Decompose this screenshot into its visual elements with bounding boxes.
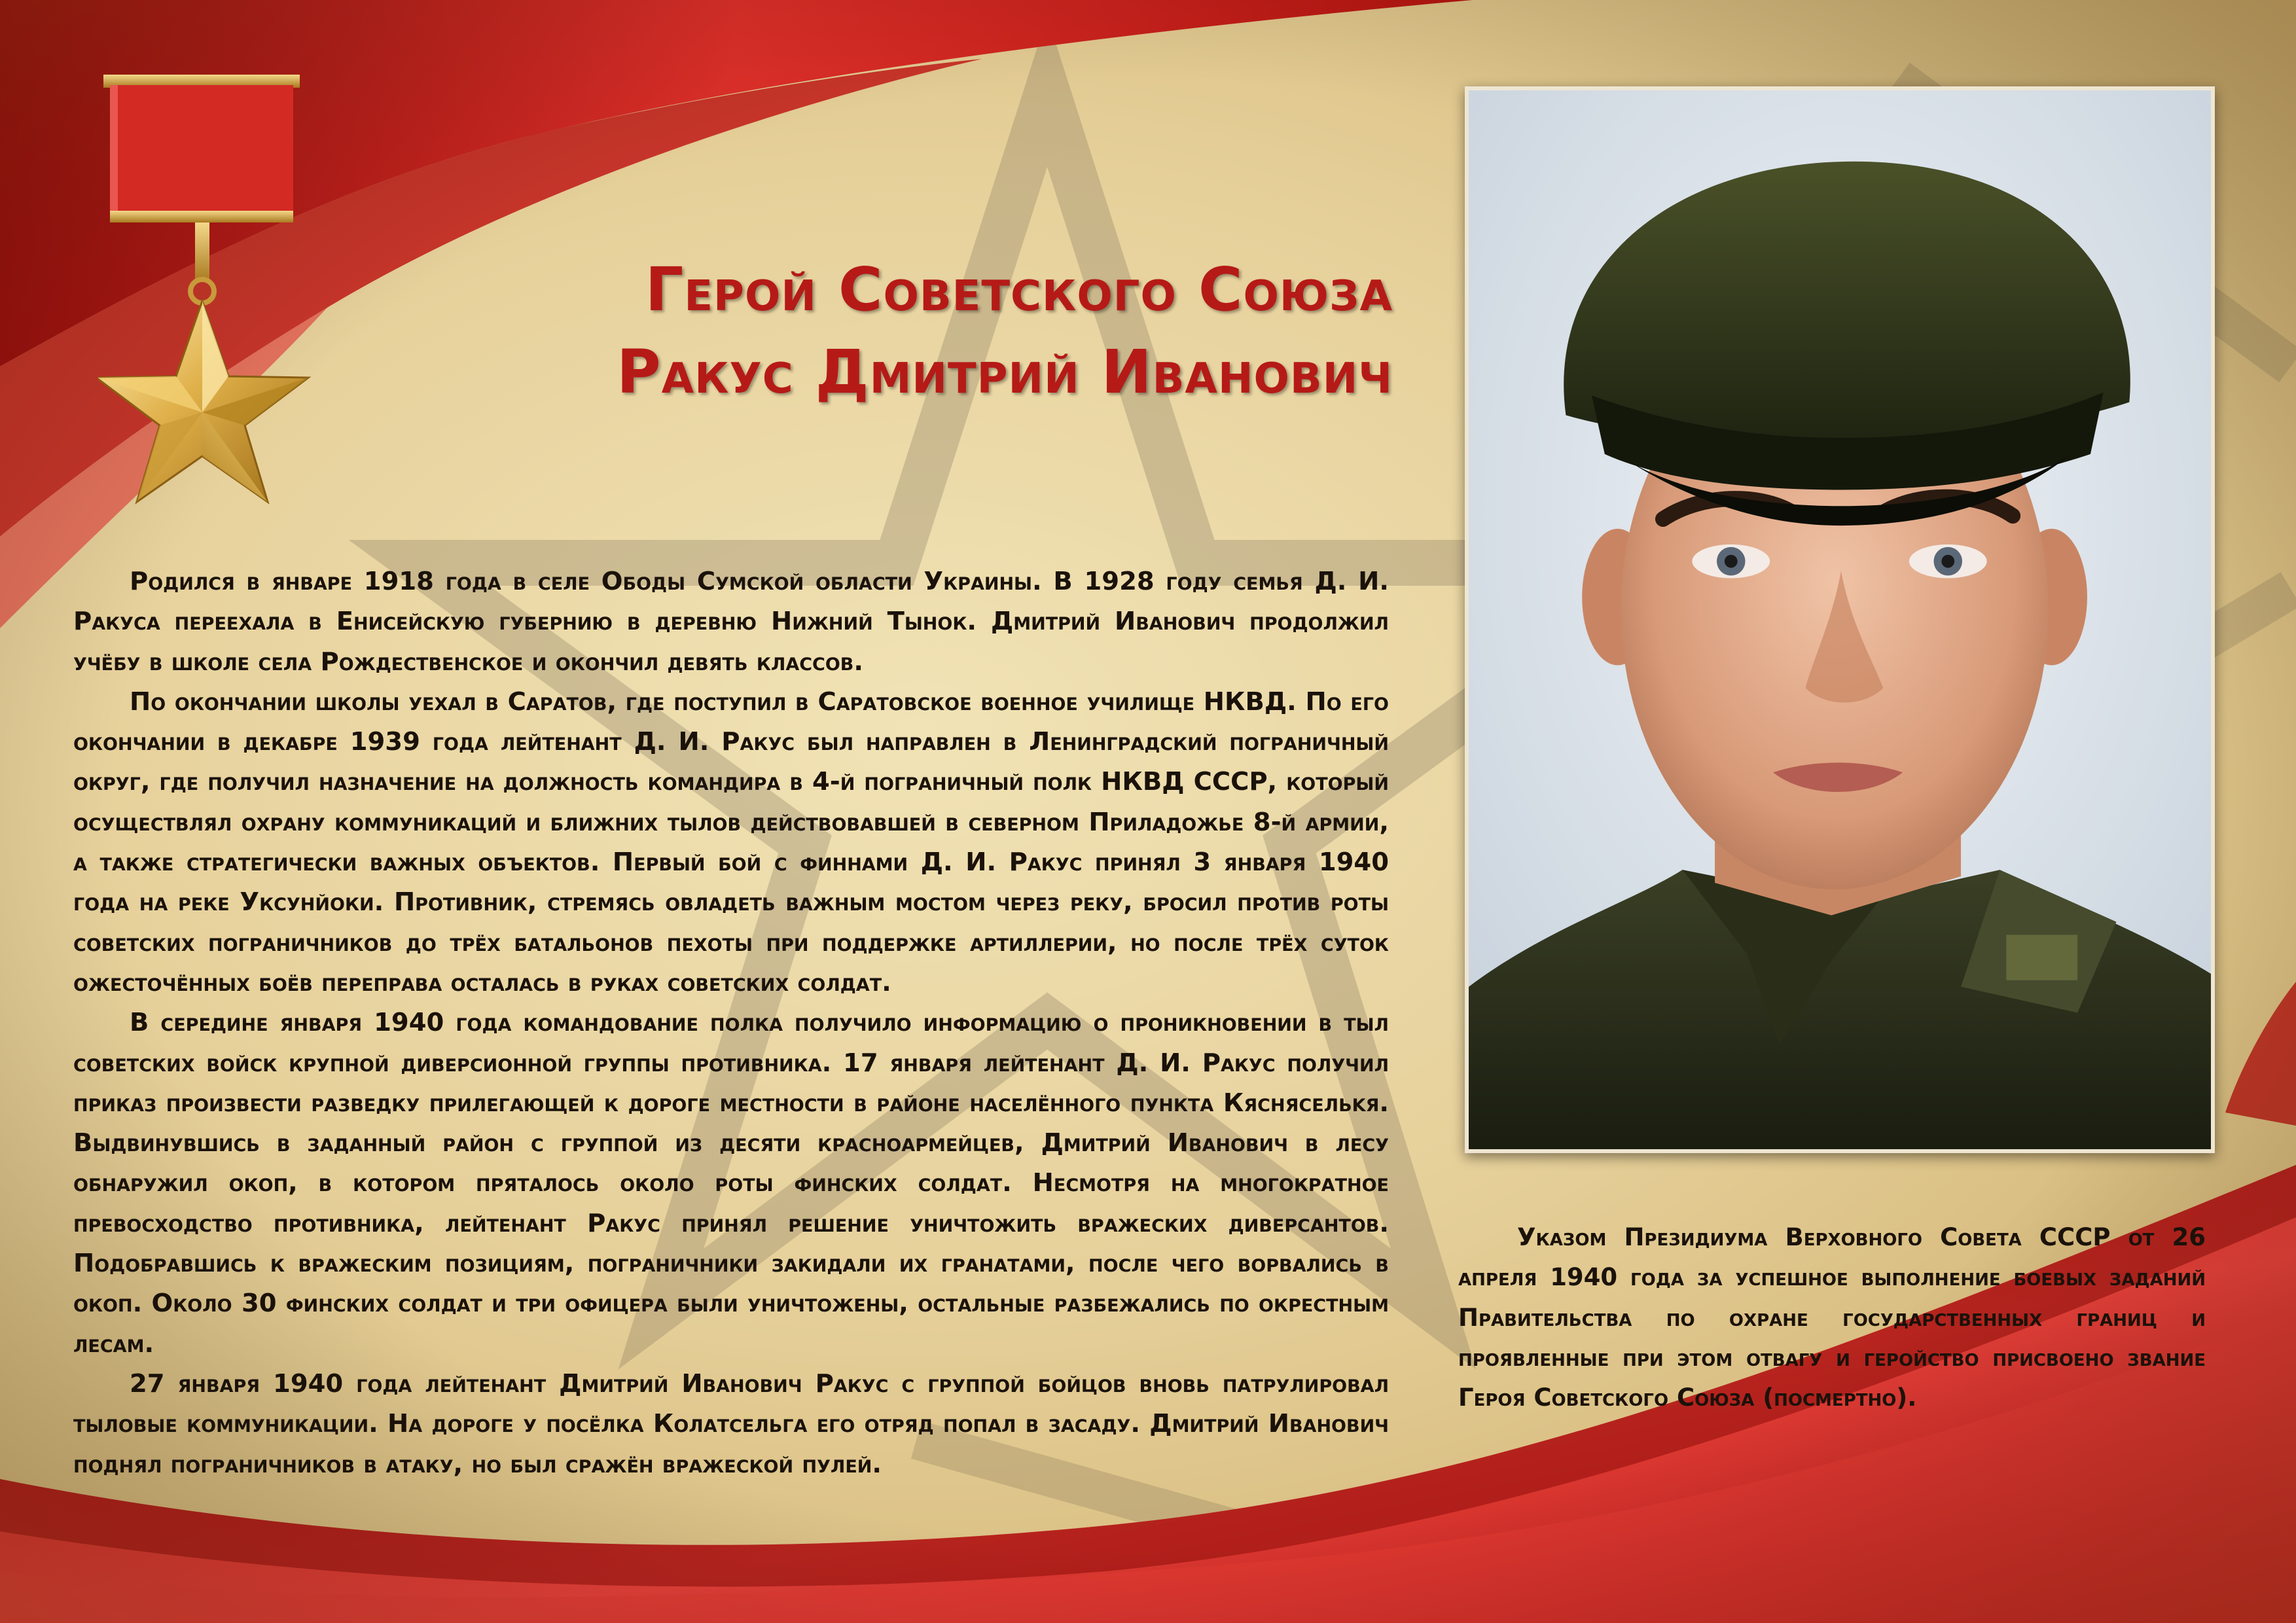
- award-caption: [1458, 1217, 2206, 1418]
- award-caption-text: Указом Президиума Верховного Совета СССР от 26 апреля 1940 года за успешное выполнение боевых заданий Правительства по охране государственных границ и проявленные при этом отвагу и геройство присвоено звание Героя Советского Союза (посмертно).: [1458, 1223, 2206, 1412]
- bio-paragraph: 27 января 1940 года лейтенант Дмитрий Иванович Ракус с группой бойцов вновь патрулировал тыловые коммуникации. На дороге у посёлка Колатсельга его отряд попал в засаду. Дмитрий Иванович поднял пограничников в атаку, но был сражён вражеской пулей.: [73, 1368, 1389, 1479]
- page-title: [617, 249, 1393, 414]
- title-line-1: Герой Советского Союза: [645, 255, 1393, 325]
- bio-paragraph: По окончании школы уехал в Саратов, где поступил в Саратовское военное училище НКВД. По его окончании в декабре 1939 года лейтенант Д. И. Ракус был направлен в Ленинградский пограничный округ, где получил назначение на должность командира в 4-й пограничный полк НКВД СССР, который осуществлял охрану коммуникаций и ближних тылов действовавшей в северном Приладожье 8-й армии, а также стратегически важных объектов. Первый бой с финнами Д. И. Ракус принял 3 января 1940 года на реке Уксунйоки. Противник, стремясь овладеть важным мостом через реку, бросил против роты советских пограничников до трёх батальонов пехоты при поддержке артиллерии, но после трёх суток ожесточённых боёв переправа осталась в руках советских солдат.: [73, 687, 1389, 997]
- portrait-photo: [1465, 86, 2215, 1153]
- biography-text: [73, 562, 1389, 1484]
- title-line-2: Ракус Дмитрий Иванович: [617, 337, 1393, 407]
- bio-paragraph: В середине января 1940 года командование полка получило информацию о проникновении в тыл советских войск крупной диверсионной группы противника. 17 января лейтенант Д. И. Ракус получил приказ произвести разведку прилегающей к дороге местности в районе населённого пункта Кяснясельkя. Выдвинувшись в заданный район с группой из десяти красноармейцев, Дмитрий Иванович в лесу обнаружил окоп, в котором пряталось около роты финских солдат. Несмотря на многократное превосходство противника, лейтенант Ракус принял решение уничтожить вражеских диверсантов. Подобравшись к вражеским позициям, пограничники закидали их гранатами, после чего ворвались в окоп. Около 30 финских солдат и три офицера были уничтожены, остальные разбежались по окрестным лесам.: [73, 1008, 1389, 1359]
- bio-paragraph: Родился в январе 1918 года в селе Ободы Сумской области Украины. В 1928 году семья Д. И. Ракуса переехала в Енисейскую губернию в деревню Нижний Тынок. Дмитрий Иванович продолжил учёбу в школе села Рождественское и окончил девять классов.: [73, 567, 1389, 677]
- gold-star-medal-icon: [98, 65, 353, 524]
